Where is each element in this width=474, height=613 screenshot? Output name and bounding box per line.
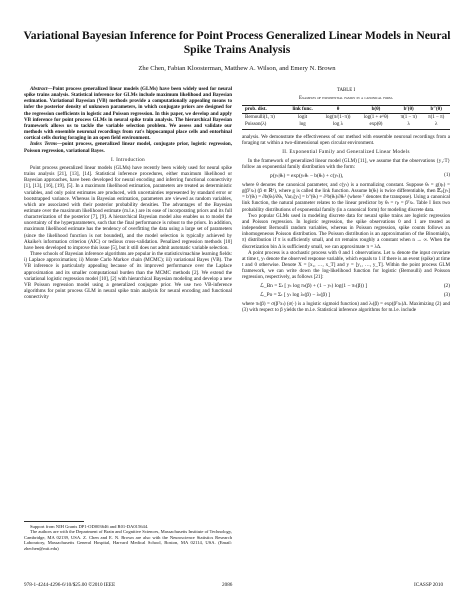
table-cell: λ [434,122,438,128]
table-header-cell: prob. dist. [245,106,267,112]
footnote [24,521,232,551]
table-cell: log(π/(1−π)) [325,114,351,120]
section2-paragraph-4: A point process is a stochastic process with 0 and 1 observations. Let xₜ denote the input covariate at time t, yₜ denote the observed response variable, which equals to 1 if there is an event (spike) at time t and 0 otherwise. Denote X = [x₁, …, x_T] and y = [y₁, …, y_T]. Within the point process GLM framework, we can write down the log-likelihood function for logistic (Bernoulli) and Poisson regression, respectively, as follows [21]: [242,249,450,281]
index-terms [24,141,232,153]
footer-conference: ICASSP 2010 [414,582,444,588]
table-header-cell: b′(θ) [403,106,414,112]
intro-paragraph-2: Three schools of Bayesian inference algorithms are popular in the statistics/machine learning fields: i) Laplace approximation; ii) Monte Carlo Markov chain (MCMC); iii) variational Bayes (VB). The VB inference is particularly appealing because of its improved performance over the Laplace approximation and its smaller computational burden than the MCMC methods [2]. We extend the variational logistic regression model [10], [2] with hierarchical Bayesian modeling and develop a new VB Poisson regression model using a generalized conjugate prior. We use two VB-inference algorithms for point process GLM in neural spike train analysis for neural encoding and functional connectivity [24,251,232,301]
equation-1-body: p(yₜ|θₜ) = exp(yₜθₜ − b(θₜ) + c(yₜ)), [270,172,344,179]
section2-paragraph-2: where θ denotes the canonical parameter, and c(yₜ) is a normalizing constant. Suppose θₜ = g(ηₜ) = g(βᵀxₜ) (β ∈ ℝᵈ), where g is called the link function. Assume b(θₜ) is twice differentiable, then 𝔼ₚ[yₜ] = b′(θₜ) = ∂b(θₜ)/∂θₜ, Varₚ[yₜ] = b″(θₜ) = ∂²b(θₜ)/∂θₜ² (where ᵀ denotes the transpose). Using a canonical link function, the natural parameter relates to the linear predictor by θₜ = ηₜ = βᵀxₜ. Table I lists two probability distributions of exponential family (in a canonical form) for modeling discrete data. [242,181,450,213]
paper-title: Variational Bayesian Inference for Point Process Generalized Linear Models in Neural Spike Trains Analysis [23,29,451,56]
table-cell: π(1 − π) [400,114,417,120]
index-terms-text: —point process, generalized linear model, conjugate prior, logistic regression, Poisson regression, variational Bayes. [24,141,232,154]
table-row [242,114,450,122]
table-cell: λ [407,122,410,128]
table-header-cell: link func. [292,106,313,112]
intro-paragraph-1: Point process generalized linear models (GLMs) have recently been widely used for neural spike trains analysis [21], [13], [14]. Statistical inference procedures, either maximum likelihood or Bayesian approaches, have been developed for neural encoding and inferring functional connectivity [1], [13], [16], [19], [5]. In a maximum likelihood estimation, parameters are treated as deterministic variables, and only point estimates are produced, with uncertainties represented by standard error or bootstrapped variance. Whereas in Bayesian estimation, parameters are viewed as random variables, which are associated with their posterior probability densities. The advantages of the Bayesian estimate over the maximum likelihood estimate (m.l.e.) are its ease of incorporating priors and its full characterization of the posterior [7], [9]. A hierarchical Bayesian model also enables us to model the uncertainty of the hyperparameters, such that the final performance is robust to the priors. In addition, maximum likelihood estimate has the tendency of overfitting the data using a large set of parameters (since the likelihood function is not bounded), and the model selection is typically achieved by Akaike's information criterion (AIC) or tedious cross-validation. Penalized regression methods [10] have been developed to improve this issue [5], but it still does not admit automatic variable selection. [24,164,232,251]
exponential-family-table [242,105,450,130]
equation-2-body: ℒ_Bn = Σₜ [ yₜ log πₜ(β) + (1 − yₜ) log(1 − πₜ(β)) ] [260,283,368,290]
equation-3-body: ℒ_Po = Σₜ [ yₜ log λₜ(β) − λₜ(β) ] [260,291,331,298]
table-header-cell: b(θ) [371,106,381,112]
abstract-text: —Point process generalized linear models (GLMs) have been widely used for neural spike trains analysis. Statistical inference for GLMs include maximum likelihood and Bayesian estimation. Variational Bayesian (VB) methods provide a computationally appealing means to infer the posterior density of unknown parameters, in which conjugate priors are designed for the regression coefficients in logistic and Poisson regression. In this paper, we develop and apply VB inference for point process GLMs in neural spike train analysis. The hierarchical Bayesian framework allows us to tackle the variable selection problem. We assess and validate our methods with ensemble neuronal recordings from rat's hippocampal place cells and entorhinal cortical cells during foraging in an open field environment. [24,86,232,142]
footnote-line: Support from NIH Grants DP1-OD003646 and R01-DA015644. [30,524,149,529]
equation-1 [242,173,450,179]
right-intro-text: analysis. We demonstrate the effectiveness of our method with ensemble neuronal recordings from a foraging rat within a two-dimensional open circular environment. [242,134,450,147]
index-terms-label: Index Terms [30,141,58,148]
equation-3 [242,292,450,298]
right-column [242,86,450,313]
table-cell: log λ [332,122,344,128]
table-cell: π(1 − π) [428,114,445,120]
author-list: Zhe Chen, Fabian Kloosterman, Matthew A. Wilson, and Emery N. Brown [138,65,336,72]
table-cell: log(1 + e^θ) [363,114,389,120]
abstract [24,86,232,141]
footnote-line: The authors are with the Department of Brain and Cognitive Sciences, Massachusetts Institute of Technology, Cambridge, MA 02139, USA. Z. Chen and E. N. Brown are also with the Neuroscience Statistics Research Laboratory, Massachusetts General Hospital, Harvard Medical School, Boston, MA 02114, USA. (Email: zhechen@mit.edu) [24,529,232,551]
footer-copyright: 978-1-4244-4296-6/10/$25.00 ©2010 IEEE [24,582,116,588]
table-header-row [242,106,450,114]
section2-paragraph-1: In the framework of generalized linear model (GLM) [11], we assume that the observations {y₁:T} follow an exponential family distribution with the form: [242,157,450,170]
equation-1-number: (1) [444,172,450,178]
table-row [242,122,450,130]
section2-paragraph-3: Two popular GLMs used in modeling discrete data for neural spike trains are logistic regression and Poisson regression. In logistic regression, the spike observations 0 and 1 are treated as independent Bernoulli random variables, whereas in Poisson regression, spike counts follows an inhomogeneous Poisson distribution. The Poisson distribution is an approximation of the Binomial(n, π) distribution if π is sufficiently small, and nπ remains roughly a constant when n → ∞. When the discretization bin Δ is sufficiently small, we can approximate π = λΔ. [242,212,450,250]
section2-paragraph-5: where πₜ(β) = σ(βᵀxₜ) (σ(·) is a logistic sigmoid function) and λₜ(β) = exp(βᵀxₜ)Δ. Maximizing (2) and (3) with respect to β yields the m.l.e. Statistical inference algorithms for m.l.e. include [242,300,450,313]
section-heading-exponential-family: II. Exponential Family and Generalized Linear Models [282,149,410,156]
table-caption: Examples of exponential family in a canonical form. [299,96,393,101]
abstract-label: Abstract [30,86,48,92]
table-cell: exp(θ) [369,122,383,128]
table-cell: Poisson(λ) [245,122,267,128]
equation-3-number: (3) [443,291,450,298]
table-cell: log [299,122,306,128]
table-cell: Bernoulli(1, π) [245,114,275,120]
table-header-cell: b″(θ) [430,106,442,112]
left-column [24,86,232,300]
table-label: TABLE I [336,88,356,93]
footnote-divider [24,521,84,522]
equation-block-likelihoods [242,283,450,297]
footer-page-number: 2086 [222,582,233,588]
table-header-cell: θ [336,106,340,112]
table-cell: logit [298,114,308,120]
section-heading-introduction: I. Introduction [111,156,145,163]
equation-2-number: (2) [443,283,450,290]
equation-2 [242,283,450,289]
